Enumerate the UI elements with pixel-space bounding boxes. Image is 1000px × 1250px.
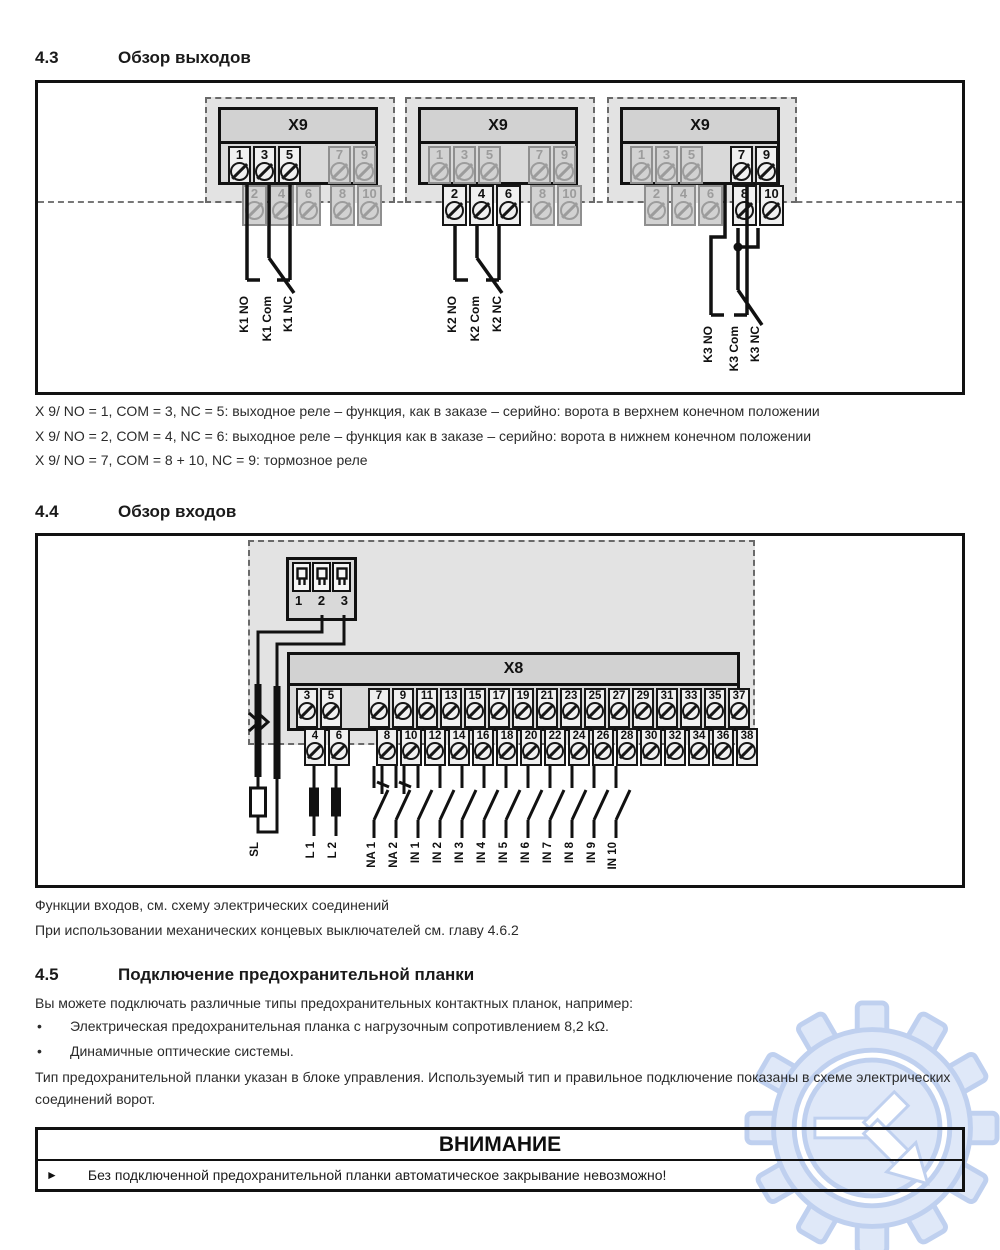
input-wire-label: NA 2 [388,842,400,868]
relay-wire-label: K2 NC [490,296,504,333]
terminal-number: 2 [250,186,259,201]
terminal [353,146,376,184]
input-wiring [38,536,962,885]
terminal-number: 9 [560,147,569,162]
bullet-list [35,1014,609,1063]
x9-top-row [623,144,777,184]
terminal-number: 4 [679,186,688,201]
x9-relay-block-k2 [405,97,595,387]
terminal [630,146,653,184]
list-item [35,1014,609,1039]
terminal-number: 3 [303,690,311,702]
list-item-text: Электрическая предохранительная планка с нагрузочным сопротивлением 8,2 kΩ. [70,1018,609,1034]
terminal [655,146,678,184]
terminal-number: 6 [504,186,513,201]
warning-body [38,1161,962,1189]
bullet-icon: • [37,1018,42,1034]
terminal [680,146,703,184]
relay-wire-labels [405,296,595,386]
screw-icon [682,162,701,181]
outputs-diagram [35,80,965,395]
warning-title: ВНИМАНИЕ [38,1130,962,1161]
x9-terminal-strip [620,107,780,185]
terminal-number: 18 [500,730,514,742]
list-item [35,1039,609,1064]
screw-icon [530,162,549,181]
input-wire-label: IN 6 [520,842,532,864]
terminal-number: 17 [492,690,506,702]
terminal-number: 2 [450,186,459,201]
terminal-number: 3 [260,147,269,162]
input-wire-label: IN 5 [498,842,510,864]
pin-number: 2 [317,593,326,608]
pin-number: 1 [295,593,303,608]
section-heading-4-4 [35,502,236,522]
screw-icon [555,162,574,181]
section-title: Обзор входов [118,502,237,521]
terminal-number: 34 [692,730,706,742]
terminal-number: 5 [485,147,494,162]
relay-wire-label: K1 Com [260,296,274,342]
terminal-number: 7 [335,147,344,162]
input-wire-label: IN 3 [454,842,466,864]
section-number: 4.4 [35,502,59,521]
terminal [730,146,753,184]
terminal-number: 15 [468,690,482,702]
terminal-number: 36 [716,730,730,742]
x9-terminal-strip [218,107,378,185]
terminal-number: 27 [612,690,626,702]
terminal-number: 20 [524,730,538,742]
warning-box [35,1127,965,1192]
terminal-number: 9 [399,690,407,702]
terminal-number: 6 [335,730,343,742]
x9-terminal-strip [418,107,578,185]
switch-symbol [418,766,630,838]
section-title: Подключение предохранительной планки [118,965,475,984]
x9-relay-block-k3 [607,97,797,387]
limit-switch-symbol [374,766,411,838]
junction-dot [734,243,743,252]
terminal [278,146,301,184]
screw-icon [230,162,249,181]
input-wire-label: IN 9 [586,842,598,864]
screw-icon [255,162,274,181]
relay-wire-label: K1 NO [237,296,251,333]
input-wire-label: IN 2 [432,842,444,864]
terminal-number: 10 [562,186,577,201]
screw-icon [455,162,474,181]
bullet-icon: • [37,1042,42,1059]
terminal-number: 14 [452,730,466,742]
section-title: Обзор выходов [118,48,251,67]
screw-icon [355,162,374,181]
x9-top-row [221,144,375,184]
terminal-number: 22 [548,730,562,742]
relay-wire-label: K3 Com [727,326,741,372]
terminal-number: 7 [375,690,383,702]
relay-wire-label: K3 NC [748,326,762,363]
lamp-symbol [310,788,319,816]
caption-line: При использовании механических концевых выключателей см. главу 4.6.2 [35,921,519,938]
x9-relay-block-k1 [205,97,395,387]
terminal-number: 3 [460,147,469,162]
terminal-number: 8 [740,186,749,201]
input-wire-labels [38,842,962,882]
terminal-number: 5 [687,147,696,162]
terminal-number: 4 [311,730,319,742]
screw-icon [430,162,449,181]
terminal-number: 6 [706,186,715,201]
relay-wire-label: K1 NC [281,296,295,333]
terminal-number: 1 [235,147,244,162]
terminal-number: 29 [636,690,650,702]
warning-text: Без подключенной предохранительной планки автоматическое закрывание невозможно! [87,1167,667,1183]
terminal-number: 8 [383,730,391,742]
terminal-number: 25 [588,690,602,702]
x9-top-row [421,144,575,184]
x9-strip-title: X9 [221,110,375,144]
terminal-number: 6 [304,186,313,201]
relay-wire-labels [205,296,395,386]
intro-paragraph: Вы можете подключать различные типы предохранительных контактных планок, например: [35,995,634,1011]
terminal-number: 11 [420,690,434,702]
terminal [528,146,551,184]
terminal-number: 9 [360,147,369,162]
terminal-number: 13 [444,690,458,702]
terminal [253,146,276,184]
terminal-number: 30 [644,730,658,742]
terminal-number: 10 [764,186,779,201]
terminal [755,146,778,184]
terminal [478,146,501,184]
terminal-number: 23 [564,690,578,702]
terminal [428,146,451,184]
terminal-number: 24 [572,730,586,742]
terminal-number: 37 [732,690,746,702]
screw-icon [480,162,499,181]
pin-number: 3 [340,593,348,608]
caption-line: X 9/ NO = 1, COM = 3, NC = 5: выходное реле – функция, как в заказе – серийно: ворота в верхнем конечном положении [35,403,820,419]
terminal-number: 12 [428,730,442,742]
input-wire-label: IN 8 [564,842,576,864]
screw-icon [732,162,751,181]
x8-strip-title: X8 [290,655,737,686]
screw-icon [280,162,299,181]
screw-icon [757,162,776,181]
terminal-number: 8 [338,186,347,201]
terminal-number: 26 [596,730,610,742]
terminal-number: 19 [516,690,530,702]
relay-wire-label: K3 NO [701,326,715,363]
terminal-number: 16 [476,730,490,742]
section-heading-4-3 [35,48,251,68]
terminal-number: 7 [737,147,746,162]
terminal-number: 1 [435,147,444,162]
terminal-number: 10 [362,186,377,201]
terminal-number: 28 [620,730,634,742]
inputs-diagram [35,533,965,888]
relay-wire-label: K2 Com [468,296,482,342]
terminal-number: 31 [660,690,674,702]
terminal-number: 3 [662,147,671,162]
input-wire-label: L 2 [327,842,339,859]
x9-strip-title: X9 [623,110,777,144]
terminal-number: 1 [637,147,646,162]
outputs-captions [35,399,820,473]
caption-line: X 9/ NO = 7, COM = 8 + 10, NC = 9: тормозное реле [35,452,368,468]
terminal-number: 9 [762,147,771,162]
input-wire-label: L 1 [305,842,317,859]
arrow-bullet-icon: ► [46,1168,58,1182]
section-number: 4.3 [35,48,59,67]
terminal [328,146,351,184]
terminal-number: 32 [668,730,682,742]
terminal-number: 35 [708,690,722,702]
input-wire-label: SL [249,842,261,857]
terminal-number: 38 [740,730,754,742]
inputs-captions [35,893,519,942]
screw-icon [330,162,349,181]
input-wire-label: IN 10 [607,842,619,870]
relay-wire-label: K2 NO [445,296,459,333]
terminal [228,146,251,184]
terminal-number: 4 [277,186,286,201]
terminal-number: 21 [540,690,554,702]
input-wire-label: IN 1 [410,842,422,864]
lamp-symbol [332,788,341,816]
terminal [553,146,576,184]
screw-icon [657,162,676,181]
input-wire-label: IN 7 [542,842,554,864]
x9-strip-title: X9 [421,110,575,144]
resistor-symbol [251,788,266,816]
terminal-number: 4 [477,186,486,201]
terminal-number: 8 [538,186,547,201]
caption-line: Функции входов, см. схему электрических соединений [35,897,389,913]
screw-icon [632,162,651,181]
terminal-number: 5 [285,147,294,162]
note-paragraph: Тип предохранительной планки указан в блоке управления. Используемый тип и правильное подключение показаны в схеме электрических соединений ворот. [35,1069,951,1107]
terminal-number: 7 [535,147,544,162]
list-item-text: Динамичные оптические системы. [70,1042,294,1059]
caption-line: X 9/ NO = 2, COM = 4, NC = 6: выходное реле – функция как в заказе – серийно: ворота в нижнем конечном положении [35,427,812,444]
section-number: 4.5 [35,965,59,984]
input-wire-label: IN 4 [476,842,488,864]
terminal-number: 33 [684,690,698,702]
input-wire-label: NA 1 [366,842,378,868]
terminal-number: 10 [404,730,418,742]
terminal-number: 2 [652,186,661,201]
terminal [453,146,476,184]
section-heading-4-5 [35,965,474,985]
terminal-number: 5 [327,690,335,702]
